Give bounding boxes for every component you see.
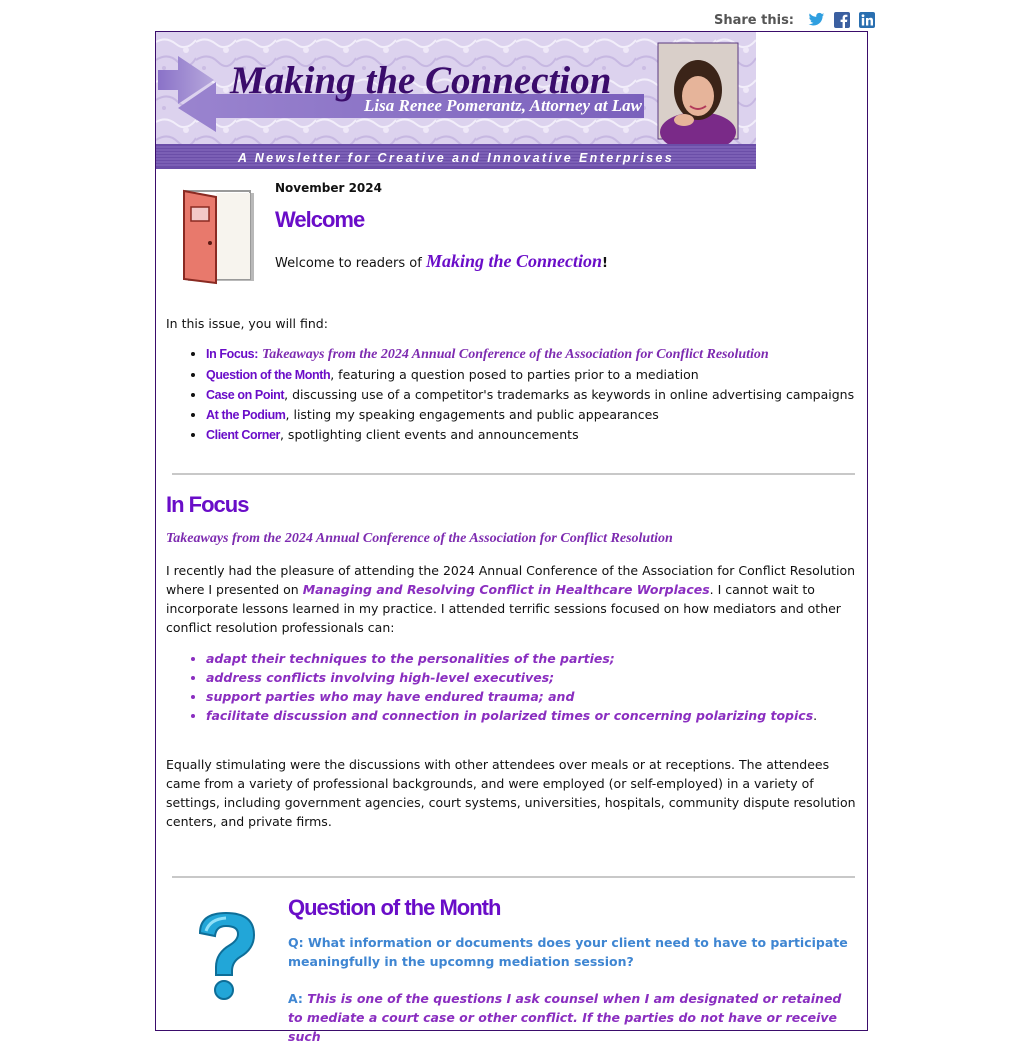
toc-item-case[interactable] [206,385,886,405]
list-item [206,706,886,725]
list-item: • support parties who may have endured trauma; and [206,687,886,706]
welcome-prefix: Welcome to readers of [275,256,426,271]
answer-body: This is one of the questions I ask counsel when I am designated or retained to mediate a court case or other conflict. If the parties do not have or receive such [288,991,842,1044]
in-focus-bullets [166,649,886,725]
toc-intro: In this issue, you will find: [166,316,328,331]
open-door-icon [176,187,264,287]
banner-subtitle: Lisa Renee Pomerantz, Attorney at Law [364,96,642,115]
newsletter-frame [155,31,868,1044]
facebook-icon[interactable] [834,12,850,28]
list-item-text: facilitate discussion and connection in polarized times or concerning polarizing topics [206,708,814,723]
twitter-icon[interactable] [808,12,825,28]
share-bar [714,9,884,31]
newsletter-banner [156,32,756,169]
toc-item-client[interactable] [206,425,886,445]
toc-item-in-focus[interactable] [206,344,886,365]
paragraph-text: . I cannot wait to incorporate lessons learned in my practice. I attended terrific sessions focused on how mediators and other conflict resolution professionals can: [166,582,841,635]
welcome-heading: Welcome [275,207,365,232]
toc-key[interactable]: At the Podium [206,408,286,422]
question-of-month-heading: Question of the Month [288,895,501,920]
issue-date: November 2024 [275,181,382,195]
linkedin-icon[interactable] [859,12,875,28]
toc-item-question[interactable] [206,365,886,385]
toc-key[interactable]: Question of the Month [206,368,331,382]
toc-key[interactable]: Case on Point [206,388,285,402]
toc-text: Takeaways from the 2024 Annual Conference of the Association for Conflict Resolution [261,347,769,362]
question-mark-icon [192,909,262,1001]
list-item: • adapt their techniques to the personalities of the parties; [206,649,886,668]
welcome-suffix: ! [602,256,608,271]
section-divider [172,473,855,475]
banner-tagline: A Newsletter for Creative and Innovative Enterprises [237,151,675,165]
list-item: • address conflicts involving high-level executives; [206,668,886,687]
toc-key[interactable]: Client Corner [206,428,280,442]
author-photo [658,43,738,152]
in-focus-subtitle: Takeaways from the 2024 Annual Conference of the Association for Conflict Resolution [166,531,673,546]
toc-text: , discussing use of a competitor's trademarks as keywords in online advertising campaigns [284,387,855,402]
toc-list [166,344,886,445]
toc-text: , featuring a question posed to parties prior to a mediation [330,367,699,382]
toc-item-podium[interactable] [206,405,886,425]
toc-key[interactable]: In Focus: [206,347,258,361]
presentation-title: Managing and Resolving Conflict in Healthcare Worplaces [302,582,710,597]
in-focus-paragraph-1 [166,561,866,637]
answer-text [288,989,848,1046]
paragraph-text: I recently had the pleasure of attending the 2024 Annual Conference of the Association for Conflict Resolution where I presented on [166,563,856,597]
question-text: Q: What information or documents does your client need to have to participate meaningfully in the upcomng mediation session? [288,935,848,969]
answer-label: A: [288,991,308,1006]
share-label: Share this: [714,12,795,28]
in-focus-paragraph-2: Equally stimulating were the discussions with other attendees over meals or at receptions. The attendees came from a variety of professional backgrounds, and were employed (or self-employed) in a variety of settings, including government agencies, court systems, universities, hospitals, community dispute resolution centers, and private firms. [166,757,856,829]
section-divider [172,876,855,878]
banner-title: Making the Connection [230,59,612,102]
toc-text: , spotlighting client events and announcements [279,427,579,442]
newsletter-name: Making the Connection [425,251,603,271]
toc-text: , listing my speaking engagements and public appearances [285,407,659,422]
in-focus-heading: In Focus [166,492,249,517]
list-item-suffix: . [813,708,818,723]
welcome-text [275,251,608,272]
